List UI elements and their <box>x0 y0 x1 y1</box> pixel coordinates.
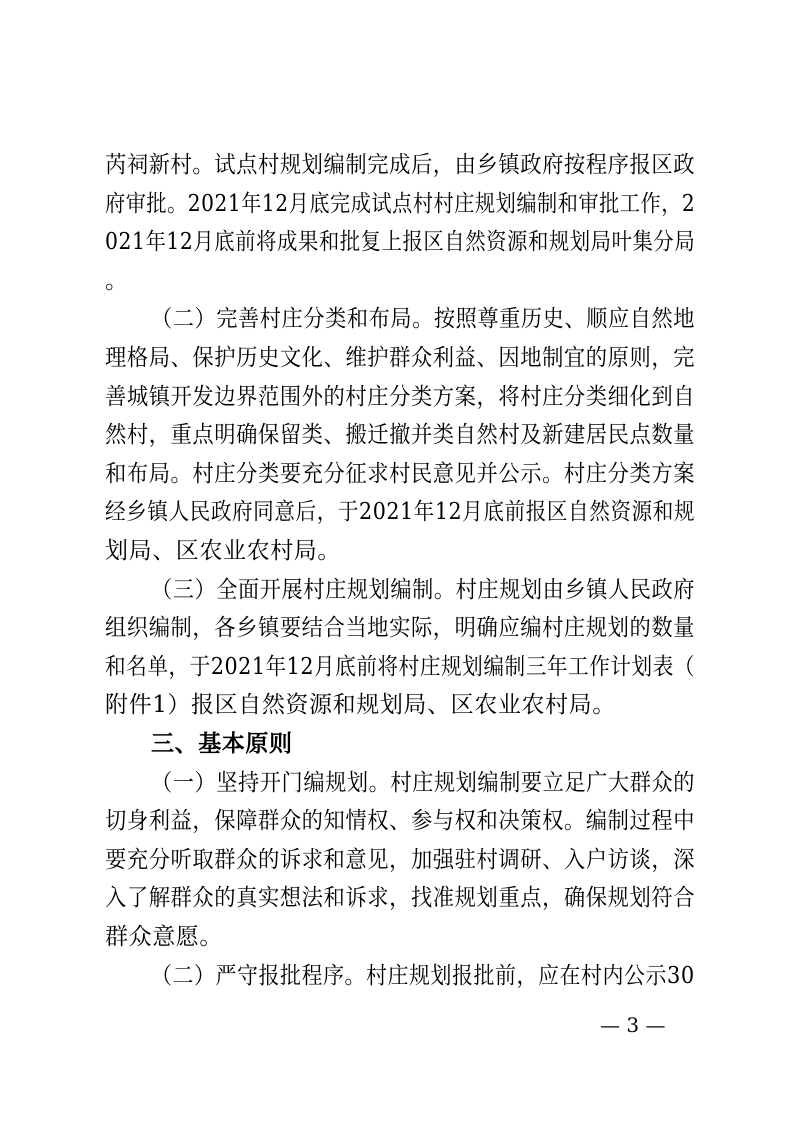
text-line: 府审批。2021年12月底完成试点村村庄规划编制和审批工作，2 <box>105 190 696 217</box>
text-line: （三）全面开展村庄规划编制。村庄规划由乡镇人民政府 <box>151 576 695 603</box>
page-number: — 3 — <box>600 1013 666 1037</box>
text-line: 入了解群众的真实想法和诉求，找准规划重点，确保规划符合 <box>105 885 696 912</box>
text-line: 划局、区农业农村局。 <box>105 538 341 564</box>
text-line: 然村，重点明确保留类、搬迁撤并类自然村及新建居民点数量 <box>105 422 696 449</box>
text-line: 021年12月底前将成果和批复上报区自然资源和规划局叶集分局 <box>105 229 696 256</box>
section-heading: 三、基本原则 <box>151 730 293 757</box>
text-line: （一）坚持开门编规划。村庄规划编制要立足广大群众的 <box>151 769 695 796</box>
text-line: 善城镇开发边界范围外的村庄分类方案，将村庄分类细化到自 <box>105 383 696 410</box>
text-line: 附件1）报区自然资源和规划局、区农业农村局。 <box>105 692 616 719</box>
text-line: 要充分听取群众的诉求和意见，加强驻村调研、入户访谈，深 <box>105 846 696 873</box>
text-line: 和名单，于2021年12月底前将村庄规划编制三年工作计划表（ <box>105 653 696 680</box>
text-line: 群众意愿。 <box>105 924 223 950</box>
text-line: 和布局。村庄分类要充分征求村民意见并公示。村庄分类方案 <box>105 460 696 487</box>
text-line: 芮祠新村。试点村规划编制完成后，由乡镇政府按程序报区政 <box>105 152 696 178</box>
text-line: （二）完善村庄分类和布局。按照尊重历史、顺应自然地 <box>151 306 695 333</box>
text-line: 理格局、保护历史文化、维护群众利益、因地制宜的原则，完 <box>105 345 696 371</box>
text-line: 切身利益，保障群众的知情权、参与权和决策权。编制过程中 <box>105 808 696 835</box>
text-line: 组织编制，各乡镇要结合当地实际，明确应编村庄规划的数量 <box>105 615 696 642</box>
text-line: （二）严守报批程序。村庄规划报批前，应在村内公示30 <box>151 962 695 989</box>
text-line: 。 <box>105 267 129 294</box>
text-line: 经乡镇人民政府同意后，于2021年12月底前报区自然资源和规 <box>105 499 696 526</box>
